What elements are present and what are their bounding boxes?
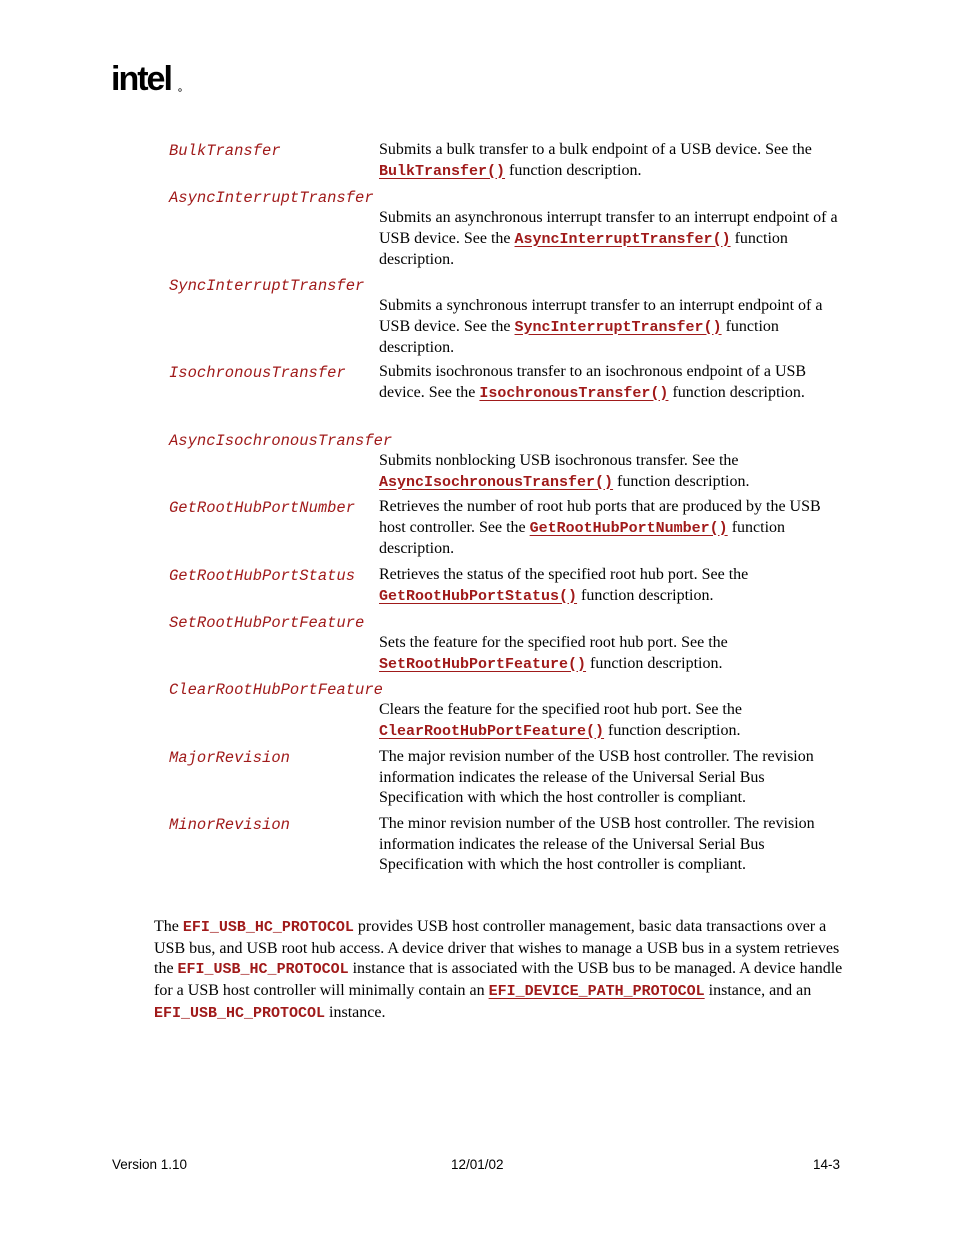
function-link[interactable]: GetRootHubPortNumber()	[529, 519, 728, 537]
desc-text: function description.	[577, 586, 714, 604]
function-link[interactable]: ClearRootHubPortFeature()	[379, 722, 605, 740]
para-text: instance, and an	[704, 982, 812, 1000]
desc-text: Submits an asynchronous interrupt transfer to an interrupt endpoint of a USB device. See the	[379, 209, 838, 247]
description-paragraph	[154, 917, 854, 1025]
para-text: provides USB host controller management, basic data transactions over a USB bus, and USB root hub access. A device driver that wishes to manage a USB bus in a system retrieves the	[154, 918, 840, 978]
desc-text: The minor revision number of the USB host controller. The revision information indicates the release of the Universal Serial Bus Specification with which the host controller is compliant.	[379, 815, 815, 873]
para-text: The	[154, 918, 183, 935]
term: IsochronousTransfer	[169, 364, 346, 382]
desc-text: function description.	[604, 721, 741, 739]
para-text: instance that is associated with the USB bus to be managed. A device handle for a USB host controller will minimally contain an	[154, 960, 843, 1000]
desc-text: function description.	[379, 317, 779, 356]
desc-text: function description.	[379, 518, 786, 557]
desc-text: function description.	[379, 229, 788, 268]
function-link[interactable]: SyncInterruptTransfer()	[514, 318, 722, 336]
term: BulkTransfer	[169, 142, 281, 160]
desc-text: Submits isochronous transfer to an isochronous endpoint of a USB device. See the	[379, 363, 807, 401]
footer-version: Version 1.10	[112, 1157, 188, 1172]
footer-date: 12/01/02	[451, 1157, 504, 1172]
term: GetRootHubPortNumber	[169, 499, 356, 517]
desc-text: Clears the feature for the specified root hub port. See the	[379, 701, 742, 718]
desc-text: Retrieves the status of the specified root hub port. See the	[379, 566, 749, 583]
function-link[interactable]: AsyncInterruptTransfer()	[514, 230, 731, 248]
desc-text: Submits a synchronous interrupt transfer to an interrupt endpoint of a USB device. See the	[379, 297, 823, 335]
term: MinorRevision	[169, 816, 290, 834]
desc-text: function description.	[505, 161, 642, 179]
function-link[interactable]: IsochronousTransfer()	[479, 384, 669, 402]
device-path-protocol-link[interactable]: EFI_DEVICE_PATH_PROTOCOL	[488, 983, 705, 1001]
para-text: instance.	[325, 1003, 386, 1021]
desc-text: function description.	[586, 654, 723, 672]
term: MajorRevision	[169, 749, 290, 767]
desc-text: function description.	[668, 383, 805, 401]
term: AsyncIsochronousTransfer	[169, 432, 393, 450]
function-link[interactable]: AsyncIsochronousTransfer()	[379, 473, 614, 491]
term: ClearRootHubPortFeature	[169, 681, 383, 699]
footer-page-number: 14-3	[813, 1157, 841, 1172]
protocol-name: EFI_USB_HC_PROTOCOL	[154, 1004, 326, 1022]
protocol-name: EFI_USB_HC_PROTOCOL	[177, 961, 349, 979]
term: SyncInterruptTransfer	[169, 277, 365, 295]
protocol-name: EFI_USB_HC_PROTOCOL	[182, 919, 354, 936]
term: AsyncInterruptTransfer	[169, 189, 374, 207]
desc-text: The major revision number of the USB host controller. The revision information indicates the release of the Universal Serial Bus Specification with which the host controller is compliant.	[379, 748, 814, 806]
function-link[interactable]: BulkTransfer()	[379, 162, 506, 180]
desc-text: Submits nonblocking USB isochronous transfer. See the	[379, 452, 739, 469]
logo-text: intel	[111, 60, 171, 98]
term: SetRootHubPortFeature	[169, 614, 365, 632]
desc-text: Retrieves the number of root hub ports that are produced by the USB host controller. See the	[379, 498, 821, 536]
desc-text: Submits a bulk transfer to a bulk endpoint of a USB device. See the	[379, 141, 812, 158]
desc-text: Sets the feature for the specified root hub port. See the	[379, 634, 728, 651]
intel-logo	[111, 58, 191, 106]
desc-text: function description.	[613, 472, 750, 490]
term: GetRootHubPortStatus	[169, 567, 356, 585]
function-link[interactable]: SetRootHubPortFeature()	[379, 655, 587, 673]
function-link[interactable]: GetRootHubPortStatus()	[379, 587, 578, 605]
